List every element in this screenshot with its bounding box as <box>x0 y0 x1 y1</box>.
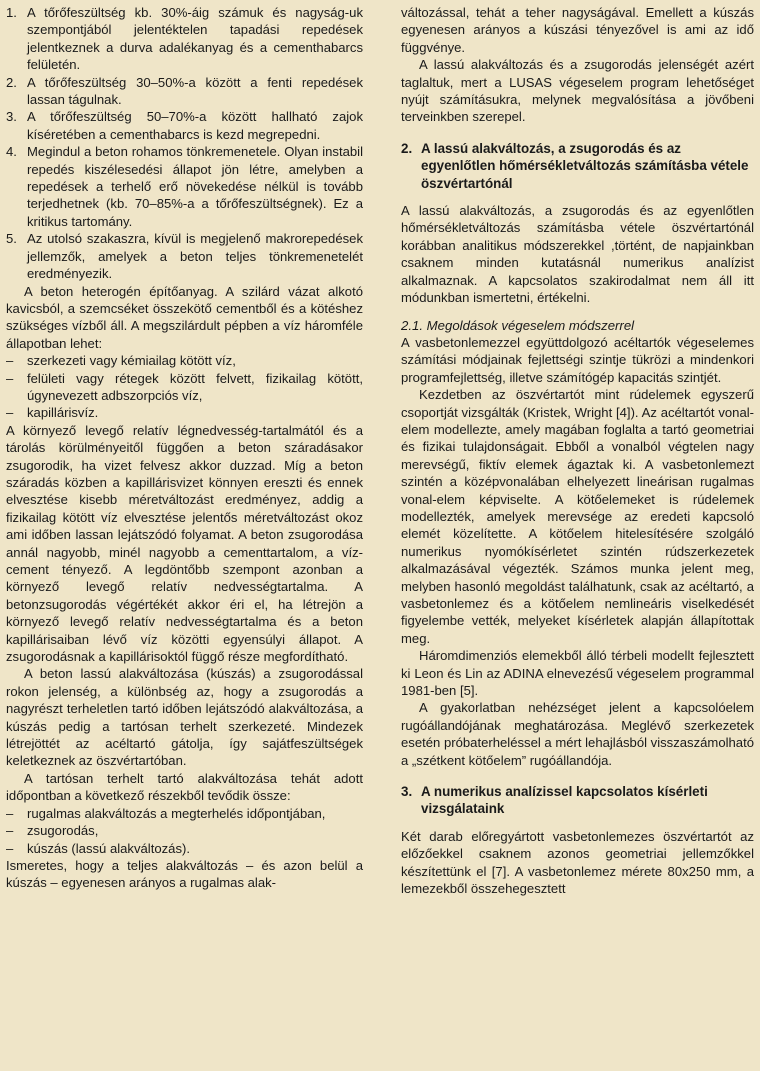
list-item: 1. A tőrőfeszültség kb. 30%-áig számuk és nagyság-uk szempontjából jelentéktelen tapadási repedések jelentkeznek a durva adalékanyag és a cementhabarcs felületén. <box>6 5 363 73</box>
paragraph: Ismeretes, hogy a teljes alakváltozás – és azon belül a kúszás – egyenesen arányos a rugalmas alak- <box>6 857 363 891</box>
list-item: – kúszás (lassú alakváltozás). <box>6 840 191 856</box>
right-column <box>401 4 754 898</box>
paragraph: változással, tehát a teher nagyságával. Emellett a kúszás egyenesen arányos a kúszási tényezővel is ami az idő függvénye. <box>401 5 754 55</box>
list-item: – rugalmas alakváltozás a megterhelés időpontjában, <box>6 805 326 821</box>
paragraph: Háromdimenziós elemekből álló térbeli modellt fejlesztett ki Leon és Lin az ADINA elnevezésű végeselem programmal 1981-ben [5]. <box>401 648 754 699</box>
left-column <box>6 4 363 892</box>
paragraph: A gyakorlatban nehézséget jelent a kapcsolóelem rugóállandójának meghatározása. Meglévő szerkezetek esetén próbaterheléssel a mért lehajlásból visszaszámolható a „szétkent kötőelem” rugóállandója. <box>401 700 754 768</box>
paragraph: A környező levegő relatív légnedvesség-tartalmától és a tárolás körülményeitől függően a beton száradásakor zsugorodik, ha vizet felvesz akkor duzzad. Míg a beton száradás közben a kapillárisvizet könnyen ereszti és ennek elvesztése kisebb méretváltozást eredményez, addig a fizikailag kötött víz elvesztése jelentős méretváltozást okoz ami időben lassan lejátszódó folyamat. A beton zsugorodása annál nagyobb, minél nagyobb a cementtartalom, a víz-cement tényező. A legdöntőbb szempont azonban a környező levegő relatív nedvességtartalma. A betonzsugorodás végértékét akkor éri el, ha létrejön a környező levegő relatív nedvességtartalma és a beton kapillárisaiban lévő víz közötti egyensúlyi állapot. A zsugorodásnak a kapillárisoktól függő része megfordítható. <box>6 422 363 665</box>
list-item: – szerkezeti vagy kémiailag kötött víz, <box>6 353 236 369</box>
list-item: 2. A tőrőfeszültség 30–50%-a között a fenti repedések lassan tágulnak. <box>6 74 363 108</box>
list-item: 3. A tőrőfeszültség 50–70%-a között hallható zajok kíséretében a cementhabarcs is kezd megrepedni. <box>6 109 363 142</box>
water-states-list <box>6 352 363 422</box>
paragraph: A lassú alakváltozás, a zsugorodás és az egyenlőtlen hőmérsékletváltozás számításba vétele öszvértartónál korábban analitikus módszerekkel ,történt, de napjainkban csaknem minden kutatásnál numerikus analízist alkalmaznak. A kapcsolatos szakirodalmat nem áll itt módunkban ismertetni, értékelni. <box>401 203 754 306</box>
paragraph: A tartósan terhelt tartó alakváltozása tehát adott időpontban a következő részekből tevődik össze: <box>6 770 363 804</box>
section-heading: 2. A lassú alakváltozás, a zsugorodás és az egyenlőtlen hőmérsékletváltozás számításba vétele öszvértartónál <box>401 140 749 191</box>
paragraph: A vasbetonlemezzel együttdolgozó acéltartók végeselemes számítási módjainak fejlettségi szintje tükrözi a mindenkori programfejlettség, illetve számítógép kapacitás szintjét. <box>401 334 754 385</box>
paragraph: A lassú alakváltozás és a zsugorodás jelenségét azért taglaltuk, mert a LUSAS végeselem program lehetőséget nyújt számításukra, melynek megvalósítása a jövőbeni terveinkben szerepel. <box>401 57 754 125</box>
list-item: – zsugorodás, <box>6 823 99 839</box>
list-item: 5. Az utolsó szakaszra, kívül is megjelenő makrorepedések jellemzők, amelyek a beton teljes tönkremenetelét eredményezik. <box>6 231 363 282</box>
crack-stages-list <box>6 4 363 283</box>
list-item: – felületi vagy rétegek között felvett, fizikailag kötött, úgynevezett adbszorpciós víz, <box>6 370 363 403</box>
subsection-heading: 2.1. Megoldások végeselem módszerrel <box>401 317 635 333</box>
deformation-parts-list <box>6 805 363 857</box>
paragraph: Két darab előregyártott vasbetonlemezes öszvértartót az előzőekkel csaknem azonos geometriai jellemzőkkel készítettünk el [7]. A vasbetonlemez mérete 80x250 mm, a lemezekből összehegesztett <box>401 828 754 897</box>
section-heading: 3. A numerikus analízissel kapcsolatos kísérleti vizsgálataink <box>401 784 708 817</box>
paragraph: A beton heterogén építőanyag. A szilárd vázat alkotó kavicsból, a szemcséket összekötő cementből és a kötéshez szükséges vízből áll. A megszilárdult pépben a víz háromféle állapotban lehet: <box>6 283 363 351</box>
list-item: 4. Megindul a beton rohamos tönkremenetele. Olyan instabil repedés kiszélesedési állapot jön létre, amelyben a repedések a terhelő erő növekedése nélkül is tovább terjedhetnek (kb. 70–85%-a a tőrőfeszültségnek). Ez a kritikus tartomány. <box>6 144 363 229</box>
paragraph: Kezdetben az öszvértartót mint rúdelemek egyszerű csoportját vizsgálták (Kristek, Wright [4]). Az acéltartót vonal-elem modellezte, amely magában foglalta a tartó geometriai és fizikai tulajdonságait. Ebből a vonalból végtelen nagy merevségű, fiktív elemek ágaztak ki. A vasbetonlemezt szintén a középvonalában elhelyezett lineárisan rugalmas vonal-elem képviselte. A kötőelemeket is rúdelemek modellezték, amelyek merevsége az eredeti kapcsoló elemét közelítette. A kötőelem hitelesítésére szolgáló numerikus nyomókísérletet szintén rúdszerkezetek alkalmazásával végezték. Számos munka jelent meg, melyben hasonló megoldást találhatunk, csak az acéltartó, a vasbetonlemez és a kötőelem nemlineáris viselkedését figyelembe vették, melyeket kísérletek alapján állapítottak meg. <box>401 387 754 646</box>
paragraph: A beton lassú alakváltozása (kúszás) a zsugorodással rokon jelenség, a különbség az, hogy a zsugorodás a nagyrészt terheletlen tartó időben lejátszódó alakváltozása, a kúszás pedig a tartósan terhelt szerkezeté. Mindezek létrejöttét az acéltartó gátolja, így sajátfeszültségek keletkeznek az öszvértartóban. <box>6 666 363 769</box>
list-item: – kapillárisvíz. <box>6 405 99 421</box>
